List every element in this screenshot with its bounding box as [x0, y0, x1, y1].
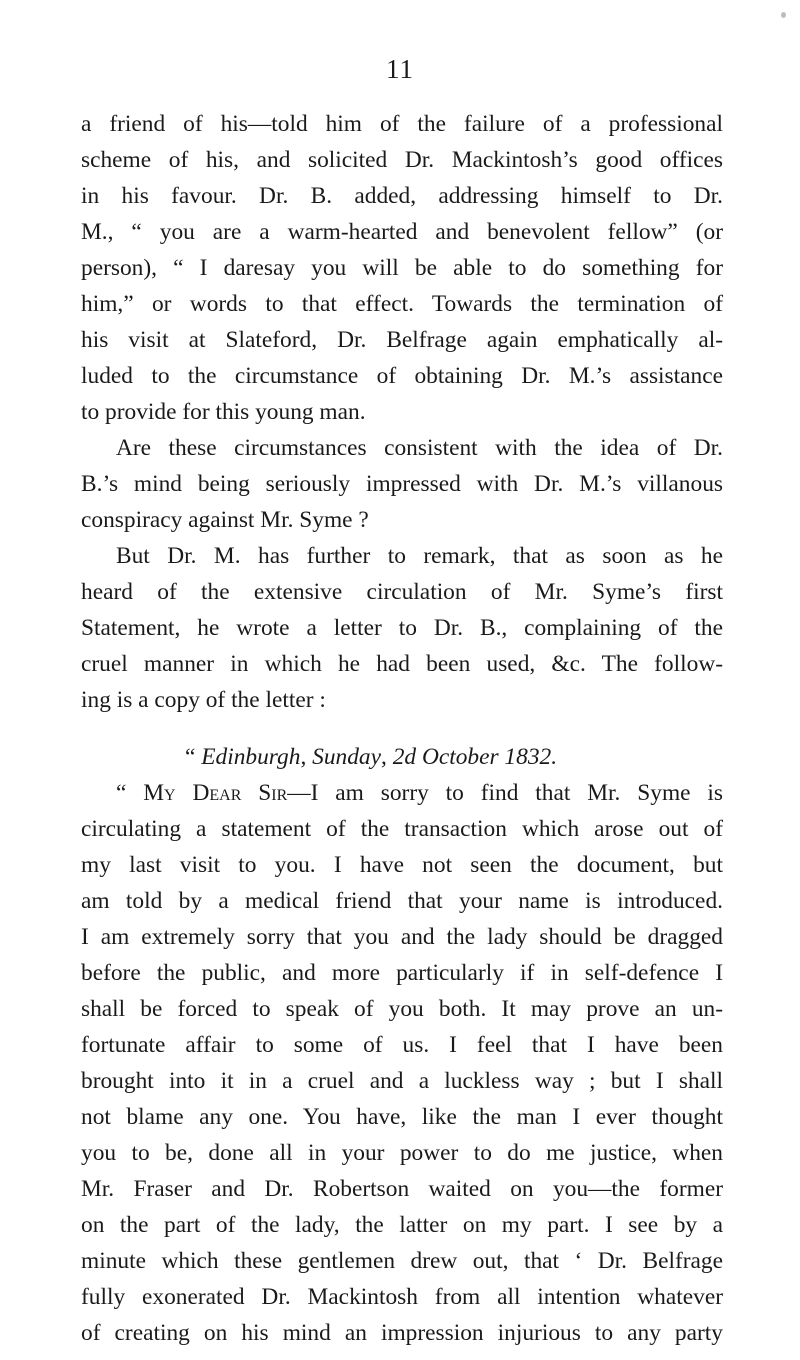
- text-line: conspiracy against Mr. Syme ?: [81, 507, 369, 533]
- text-line: ing is a copy of the letter :: [81, 687, 326, 713]
- letter-line: Mr. Fraser and Dr. Robertson waited on you—the former: [81, 1176, 723, 1202]
- letter-line: fortunate affair to some of us. I feel that I have been: [81, 1032, 723, 1058]
- text-line: M., “ you are a warm-hearted and benevolent fellow” (or: [81, 219, 723, 245]
- heading-date: 2d October 1832.: [392, 744, 558, 770]
- text-line: to provide for this young man.: [81, 399, 366, 425]
- letter-line: brought into it in a cruel and a luckless way ; but I shall: [81, 1068, 723, 1094]
- text-line: in his favour. Dr. B. added, addressing himself to Dr.: [81, 183, 723, 209]
- letter-line: of creating on his mind an impression injurious to any party: [81, 1320, 723, 1346]
- salutation-rest: —I am sorry to find that Mr. Syme is: [287, 780, 723, 806]
- text-line: luded to the circumstance of obtaining Dr. M.’s assistance: [81, 363, 723, 389]
- letter-salutation-line: [81, 775, 723, 811]
- letter-line: I am extremely sorry that you and the lady should be dragged: [81, 924, 723, 950]
- text-line: his visit at Slateford, Dr. Belfrage again emphatically al-: [81, 327, 723, 353]
- paragraph-gap: [81, 718, 723, 739]
- heading-separator: ,: [300, 744, 313, 770]
- salutation-quote: “: [116, 780, 144, 806]
- page-number: 11: [386, 54, 414, 84]
- letter-line: minute which these gentlemen drew out, that ‘ Dr. Belfrage: [81, 1248, 723, 1274]
- text-line: But Dr. M. has further to remark, that as soon as he: [116, 543, 723, 569]
- heading-quote: “: [185, 744, 202, 770]
- text-line: person), “ I daresay you will be able to do something for: [81, 255, 723, 281]
- text-line: him,” or words to that effect. Towards the termination of: [81, 291, 723, 317]
- letter-line: shall be forced to speak of you both. It may prove an un-: [81, 996, 723, 1022]
- letter-line: you to be, done all in your power to do me justice, when: [81, 1140, 723, 1166]
- text-line: Statement, he wrote a letter to Dr. B., complaining of the: [81, 615, 723, 641]
- text-line: scheme of his, and solicited Dr. Mackintosh’s good offices: [81, 147, 723, 173]
- text-line: heard of the extensive circulation of Mr. Syme’s first: [81, 579, 723, 605]
- text-line: a friend of his—told him of the failure of a professional: [81, 111, 723, 137]
- letter-line: my last visit to you. I have not seen the document, but: [81, 852, 723, 878]
- letter-line: on the part of the lady, the latter on my part. I see by a: [81, 1212, 723, 1238]
- heading-separator: ,: [381, 744, 393, 770]
- letter-line: before the public, and more particularly if in self-defence I: [81, 960, 723, 986]
- text-line: Are these circumstances consistent with the idea of Dr.: [116, 435, 723, 461]
- salutation: My Dear Sir: [143, 780, 288, 806]
- letter-line: not blame any one. You have, like the man I ever thought: [81, 1104, 723, 1130]
- body-text: [81, 106, 723, 1351]
- heading-place: Edinburgh: [201, 744, 301, 770]
- paper-speck: [781, 12, 786, 18]
- text-line: B.’s mind being seriously impressed with Dr. M.’s villanous: [81, 471, 723, 497]
- text-line: cruel manner in which he had been used, &c. The follow-: [81, 651, 723, 677]
- letter-line: circulating a statement of the transaction which arose out of: [81, 816, 723, 842]
- letter-line: fully exonerated Dr. Mackintosh from all intention whatever: [81, 1284, 723, 1310]
- heading-day: Sunday: [312, 744, 381, 770]
- letter-heading: [81, 739, 723, 775]
- letter-line: am told by a medical friend that your name is introduced.: [81, 888, 723, 914]
